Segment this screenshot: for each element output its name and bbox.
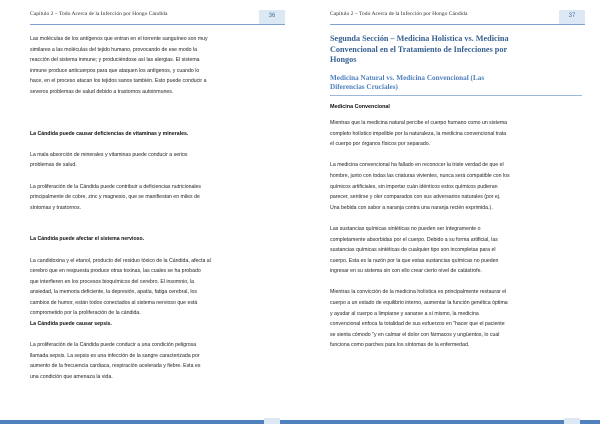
subtitle-line: Diferencias Cruciales) xyxy=(330,83,398,92)
text-line: se sienta cómodo "y en calmar el dolor con fármacos y ungüentos, lo cual xyxy=(330,331,500,338)
text-line: cambios de humor, están todos conectados al sistema nervioso que está xyxy=(30,299,198,306)
text-line: Las moléculas de los antígenos que entran en el torrente sanguíneo son muy xyxy=(30,36,208,42)
right-page-footer-bar xyxy=(300,420,600,424)
text-line: reacción del sistema inmune; y produciéndose así las alergias. El sistema xyxy=(30,57,200,64)
section-title-line: Hongos xyxy=(330,55,357,65)
left-chapter-title: Capítulo 2 – Todo Acerca de la Infección por Hongo Cándida xyxy=(30,11,168,17)
text-line: Mientras que la medicina natural percibe el cuerpo humano como un sistema xyxy=(330,119,508,126)
text-line: completo holístico impelible por la naturaleza, la medicina convencional trata xyxy=(330,130,507,137)
text-line: comprometido por la proliferación de la cándida. xyxy=(30,310,141,317)
text-line: químicos artificiales, sin importar cuán idénticos estos químicos pudieran xyxy=(330,183,498,190)
section-heading-nervous: La Cándida puede afectar el sistema nervioso. xyxy=(30,236,145,243)
section-heading-sepsis: La Cándida puede causar sepsis. xyxy=(30,321,112,328)
text-line: síntomas y trastornos. xyxy=(30,204,82,211)
subheading-conventional: Medicina Convencional xyxy=(330,103,390,110)
left-page-number: 36 xyxy=(259,10,285,24)
text-line: inmune produce anticuerpos para que ataquen los antígenos, y cuando lo xyxy=(30,67,200,74)
text-line: Una bebida con sabor a naranja contra una naranja recién exprimida.). xyxy=(330,204,493,211)
text-line: principalmente de cobre, zinc y magnesio, que se manifiestan en miles de xyxy=(30,194,200,201)
text-line: La mala absorción de minerales y vitaminas puede conducir a serios xyxy=(30,151,188,158)
left-page-header xyxy=(30,10,285,25)
text-line: hombre, junto con todas las criaturas vivientes, nunca será compatible con los xyxy=(330,172,510,179)
text-line: cuerpo. Esta es la razón por la que estas sustancias químicas no pueden xyxy=(330,257,499,264)
text-line: y ayudar al cuerpo a limpiarse y sanarse a sí mismo, la medicina xyxy=(330,310,479,317)
right-page-number: 37 xyxy=(559,10,585,24)
text-line: similares a las moléculas del tejido humano, provocando de ese modo la xyxy=(30,46,197,53)
text-line: Mientras la convicción de la medicina holística es principalmente restaurar el xyxy=(330,289,507,296)
text-line: funciona como parches para los síntomas de la enfermedad. xyxy=(330,342,470,349)
text-line: parecer, sentirse y oler comparados con sus adversarios naturales (por ej. xyxy=(330,194,501,201)
right-page xyxy=(300,0,600,424)
right-chapter-title: Capítulo 2 – Todo Acerca de la Infección por Hongo Cándida xyxy=(330,11,468,17)
text-line: ansiedad, la memoria deficiente, la depresión, apatía, fatiga cerebral, los xyxy=(30,289,197,296)
right-page-content xyxy=(330,34,582,351)
text-line: cerebro que en respuesta produce otras toxinas, las cuales se ha probado xyxy=(30,268,201,275)
section-heading-vitamins: La Cándida puede causar deficiencias de vitaminas y minerales. xyxy=(30,130,189,137)
text-line: severos problemas de salud debido a trastornos autoinmunes. xyxy=(30,88,174,95)
left-page-footer-bar xyxy=(0,420,300,424)
text-line: una condición que amenaza la vida. xyxy=(30,374,113,381)
text-line: Las sustancias químicas sintéticas no pueden ser íntegramente o xyxy=(330,225,481,232)
text-line: que interfieren en los procesos bioquímicos del cerebro. El insomnio, la xyxy=(30,278,195,285)
text-line: el cuerpo por órganos físicos por separado. xyxy=(330,141,431,148)
text-line: ingresar en su sistema sin con ello crear cierto nivel de catástrofe. xyxy=(330,268,482,275)
text-line: La medicina convencional ha fallado en reconocer la triste verdad de que el xyxy=(330,162,504,169)
text-line: cuerpo a un estado de equilibrio interno, aumentar la función genética óptima xyxy=(330,300,508,307)
text-line: convencional enfoca la totalidad de sus esfuerzos en "hacer que el paciente xyxy=(330,321,505,328)
subtitle-block xyxy=(330,74,582,96)
text-line: problemas de salud. xyxy=(30,162,77,169)
text-line: La proliferación de la Cándida puede contribuir a deficiencias nutricionales xyxy=(30,183,202,190)
text-line: La proliferación de la Cándida puede conducir a una condición peligrosa xyxy=(30,342,197,349)
text-line: aumento de la frecuencia cardiaca, respiración acelerada y fiebre. Esta es xyxy=(30,363,201,370)
text-line: completamente absorbidas por el cuerpo. Debido a su forma artificial, las xyxy=(330,236,498,243)
text-line: llamada sepsis. La sepsis es una infección de la sangre caracterizada por xyxy=(30,352,200,359)
right-page-header xyxy=(330,10,585,25)
left-page-content xyxy=(30,34,282,383)
text-line: La candidoxina y el etanol, producto del residuo tóxico de la Cándida, afecta al xyxy=(30,257,211,264)
section-title-line: Convencional en el Tratamiento de Infecciones por xyxy=(330,44,508,54)
text-line: sustancias químicas sintéticas de cualquier tipo son incompletas para el xyxy=(330,247,496,254)
section-title-line: Segunda Sección – Medicina Holística vs. Medicina xyxy=(330,34,509,43)
text-line: hace, en el proceso atacan los tejidos sanos también. Esto puede conducir a xyxy=(30,78,207,85)
subtitle-line: Medicina Natural vs. Medicina Convencional (Las xyxy=(330,73,485,82)
